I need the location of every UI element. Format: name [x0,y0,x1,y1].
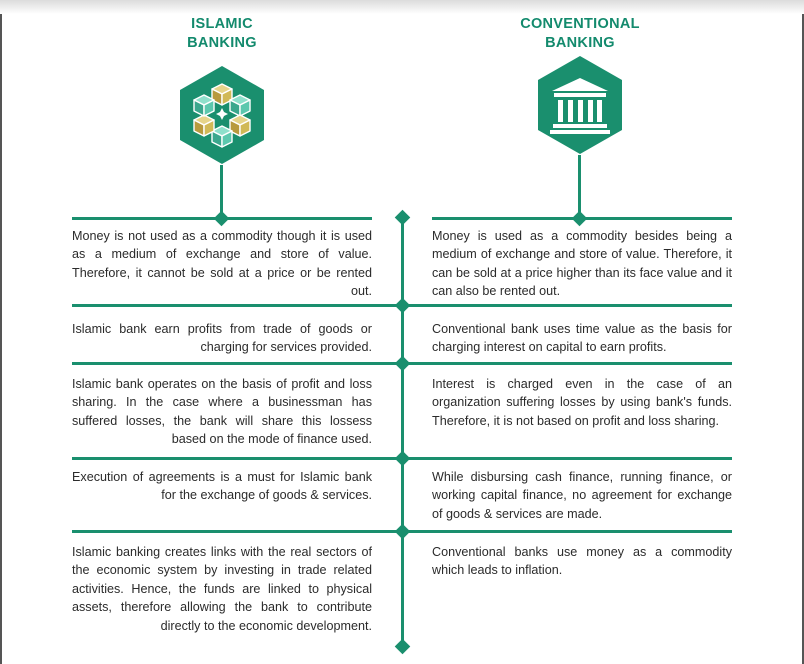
conventional-point-4: While disbursing cash finance, running finance, or working capital finance, no agreement for exchange of goods & services are made. [432,470,732,521]
bank-building-icon [536,54,624,156]
center-divider [401,214,404,646]
conventional-point-3: Interest is charged even in the case of an organization suffering losses by using bank's funds. Therefore, it is not based on profit and loss sharing. [432,377,732,428]
islamic-title-line1: ISLAMIC [191,16,253,32]
interlocking-cubes-icon [178,64,266,166]
islamic-connector-stem [220,165,223,217]
islamic-point-2: Islamic bank earn profits from trade of goods or charging for services provided. [72,322,372,355]
islamic-point-1: Money is not used as a commodity though it is used as a medium of exchange and store of value. Therefore, it cannot be sold at a price or be rented out. [72,229,372,299]
conventional-banking-title [500,15,660,53]
islamic-point-4: Execution of agreements is a must for Islamic bank for the exchange of goods & services. [72,470,372,503]
conventional-connector-stem [578,155,581,217]
top-shadow [0,0,804,14]
conventional-title-line1: CONVENTIONAL [520,16,640,32]
islamic-title-line2: BANKING [187,35,257,51]
conventional-point-1: Money is used as a commodity besides being a medium of exchange and store of value. Therefore, it can be sold at a price higher than its face value and it can also be rented out. [432,229,732,299]
conventional-title-line2: BANKING [545,35,615,51]
islamic-banking-title [150,15,294,53]
islamic-point-5: Islamic banking creates links with the real sectors of the economic system by investing in trade related activities. Hence, the funds are linked to physical assets, therefore allowing the bank to contribute directly to the economic development. [72,545,372,633]
islamic-point-3: Islamic bank operates on the basis of profit and loss sharing. In the case where a businessman has suffered losses, the bank will share this lossess based on the mode of finance used. [72,377,372,447]
conventional-point-2: Conventional bank uses time value as the basis for charging interest on capital to earn profits. [432,322,732,355]
conventional-point-5: Conventional banks use money as a commodity which leads to inflation. [432,545,732,578]
